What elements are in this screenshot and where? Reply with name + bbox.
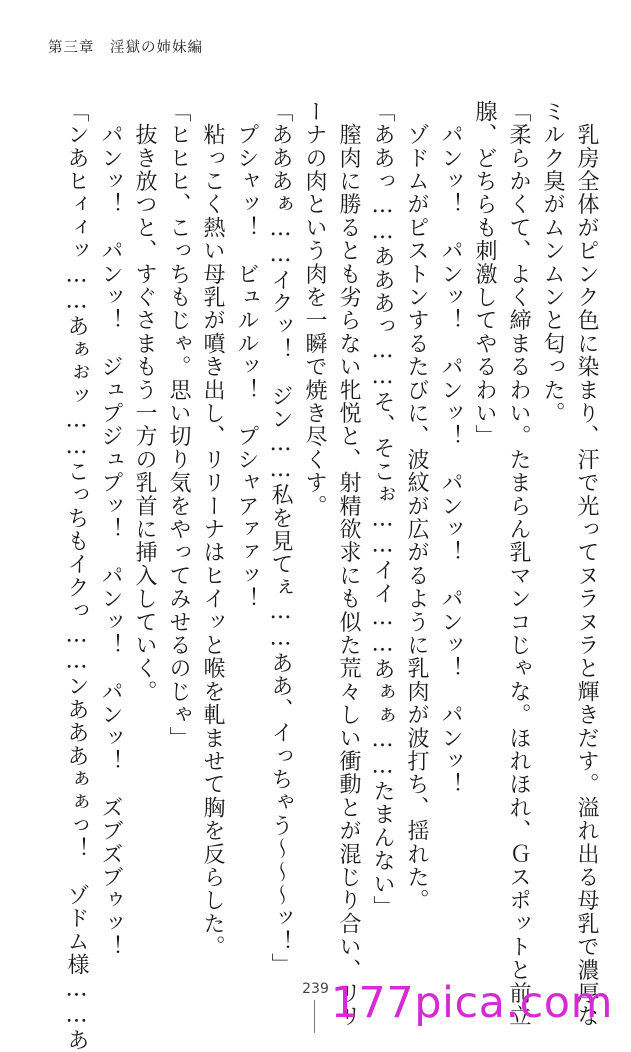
text-line: 腺、どちらも刺激してやるわい」 [472, 100, 497, 448]
text-line: 粘っこく熱い母乳が噴き出し、リリーナはヒイッと喉を軋ませて胸を反らした。 [200, 100, 225, 959]
text-line: 乳房全体がピンク色に染まり、汗で光ってヌラヌラと輝きだす。溢れ出る母乳で濃厚な [574, 100, 599, 1028]
text-line: 「ああっ……あああっ……そ、そこぉ……イイ……あぁぁ……たまんない」 [370, 100, 395, 919]
running-head: 第三章 淫獄の姉妹編 [48, 40, 203, 56]
text-line: 「柔らかくて、よく締まるわい。たまらん乳マンコじゃな。ほれほれ、Ｇスポットと前立 [506, 100, 531, 1028]
text-line: プシャッ！ ビュルルッ！ プシャアァァッ！ [234, 100, 259, 611]
text-line: パンッ！ パンッ！ パンッ！ パンッ！ パンッ！ パンッ！ [438, 100, 463, 796]
text-line: 「ンあヒィィッ……あぁぉッ……こっちもイクっ……ンあああぁぁっ！ ゾドム様……あ [64, 100, 89, 1052]
page-number-tick [314, 1000, 315, 1033]
text-line: ゾドムがピストンするたびに、波紋が広がるように乳肉が波打ち、揺れた。 [404, 100, 429, 912]
text-line: ーナの肉という肉を一瞬で焼き尽くす。 [302, 100, 327, 518]
text-line: パンッ！ パンッ！ ジュプジュプッ！ パンッ！ パンッ！ ズブズブゥッ！ [98, 100, 123, 959]
text-line: 「ヒヒヒ、こっちもじゃ。思い切り気をやってみせるのじゃ」 [166, 100, 191, 750]
text-line: 抜き放つと、すぐさまもう一方の乳首に挿入していく。 [132, 100, 157, 704]
text-line: ミルク臭がムンムンと匂った。 [540, 100, 565, 425]
page-number: 239 [302, 981, 329, 997]
text-line: 「あああぁ……イクッ！ ジン……私を見てぇ……ああ、イっちゃう～～～ッ！」 [268, 100, 293, 977]
watermark: 177pica.com [330, 978, 613, 1028]
text-line: 膣肉に勝るとも劣らない牝悦と、射精欲求にも似た荒々しい衝動とが混じり合い、リリ [336, 100, 361, 1028]
